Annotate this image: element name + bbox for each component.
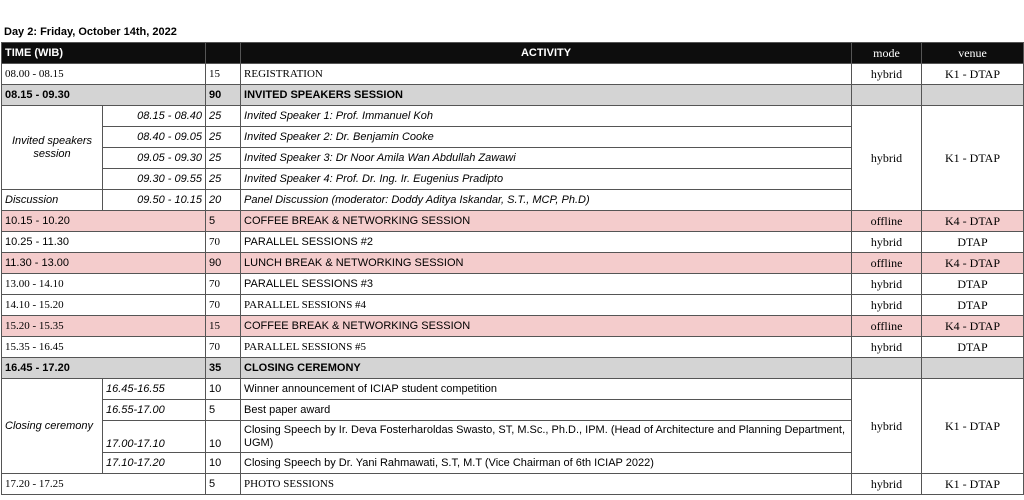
duration-cell: 35 [206,358,241,379]
time-cell: 15.35 - 16.45 [2,337,206,358]
activity-cell: PHOTO SESSIONS [241,474,852,495]
duration-cell: 25 [206,106,241,127]
time-cell: 17.20 - 17.25 [2,474,206,495]
table-row [2,474,1024,495]
page-title: Day 2: Friday, October 14th, 2022 [4,26,177,38]
group-label-cell: Discussion [2,190,103,211]
time-cell: 08.00 - 08.15 [2,64,206,85]
venue-cell: K1 - DTAP [922,379,1024,474]
table-row [2,85,1024,106]
mode-cell: offline [852,316,922,337]
venue-cell: K1 - DTAP [922,64,1024,85]
mode-cell: hybrid [852,64,922,85]
time-cell: 08.40 - 09.05 [103,127,206,148]
venue-cell [922,85,1024,106]
table-row [2,316,1024,337]
activity-cell: Panel Discussion (moderator: Doddy Aditya Iskandar, S.T., MCP, Ph.D) [241,190,852,211]
mode-cell: hybrid [852,106,922,211]
time-cell: 09.50 - 10.15 [103,190,206,211]
duration-cell: 10 [206,421,241,453]
time-cell: 09.05 - 09.30 [103,148,206,169]
duration-cell: 70 [206,274,241,295]
table-row [2,274,1024,295]
activity-cell: INVITED SPEAKERS SESSION [241,85,852,106]
activity-cell: Best paper award [241,400,852,421]
duration-cell: 25 [206,169,241,190]
venue-cell: K4 - DTAP [922,253,1024,274]
duration-cell: 90 [206,253,241,274]
time-cell: 15.20 - 15.35 [2,316,206,337]
mode-cell: offline [852,211,922,232]
time-cell: 11.30 - 13.00 [2,253,206,274]
duration-cell: 70 [206,337,241,358]
duration-cell: 90 [206,85,241,106]
time-cell: 16.55-17.00 [103,400,206,421]
venue-cell: K4 - DTAP [922,211,1024,232]
header-venue: venue [922,43,1024,64]
time-cell: 08.15 - 08.40 [103,106,206,127]
time-cell: 13.00 - 14.10 [2,274,206,295]
mode-cell [852,85,922,106]
activity-cell: LUNCH BREAK & NETWORKING SESSION [241,253,852,274]
header-mode: mode [852,43,922,64]
table-row [2,358,1024,379]
venue-cell [922,358,1024,379]
mode-cell: hybrid [852,337,922,358]
duration-cell: 5 [206,474,241,495]
mode-cell: hybrid [852,274,922,295]
header-time: TIME (WIB) [2,43,206,64]
duration-cell: 25 [206,148,241,169]
duration-cell: 25 [206,127,241,148]
activity-cell: PARALLEL SESSIONS #5 [241,337,852,358]
duration-cell: 10 [206,453,241,474]
mode-cell: offline [852,253,922,274]
schedule-table [1,42,1024,495]
table-row [2,253,1024,274]
table-row [2,211,1024,232]
activity-cell: Invited Speaker 2: Dr. Benjamin Cooke [241,127,852,148]
duration-cell: 10 [206,379,241,400]
activity-cell: PARALLEL SESSIONS #3 [241,274,852,295]
table-row [2,295,1024,316]
group-label-cell: Invited speakers session [2,106,103,190]
table-row [2,232,1024,253]
time-cell: 14.10 - 15.20 [2,295,206,316]
activity-cell: PARALLEL SESSIONS #4 [241,295,852,316]
group-label-cell: Closing ceremony [2,379,103,474]
activity-cell: COFFEE BREAK & NETWORKING SESSION [241,211,852,232]
mode-cell: hybrid [852,232,922,253]
mode-cell: hybrid [852,379,922,474]
time-cell: 09.30 - 09.55 [103,169,206,190]
header-activity: ACTIVITY [241,43,852,64]
time-cell: 10.25 - 11.30 [2,232,206,253]
table-row [2,64,1024,85]
time-cell: 17.10-17.20 [103,453,206,474]
time-cell: 16.45 - 17.20 [2,358,206,379]
table-row [2,106,1024,127]
activity-cell: Closing Speech by Ir. Deva Fosterharoldas Swasto, ST, M.Sc., Ph.D., IPM. (Head of Architecture and Planning Department, UGM) [241,421,852,453]
venue-cell: DTAP [922,295,1024,316]
activity-cell: Winner announcement of ICIAP student competition [241,379,852,400]
venue-cell: DTAP [922,337,1024,358]
duration-cell: 70 [206,295,241,316]
venue-cell: DTAP [922,232,1024,253]
duration-cell: 15 [206,64,241,85]
activity-cell: Invited Speaker 1: Prof. Immanuel Koh [241,106,852,127]
time-cell: 08.15 - 09.30 [2,85,206,106]
header-row [2,43,1024,64]
venue-cell: K1 - DTAP [922,106,1024,211]
mode-cell: hybrid [852,474,922,495]
activity-cell: CLOSING CEREMONY [241,358,852,379]
activity-cell: PARALLEL SESSIONS #2 [241,232,852,253]
duration-cell: 5 [206,400,241,421]
duration-cell: 70 [206,232,241,253]
time-cell: 10.15 - 10.20 [2,211,206,232]
venue-cell: DTAP [922,274,1024,295]
duration-cell: 20 [206,190,241,211]
activity-cell: Invited Speaker 3: Dr Noor Amila Wan Abdullah Zawawi [241,148,852,169]
time-cell: 17.00-17.10 [103,421,206,453]
time-cell: 16.45-16.55 [103,379,206,400]
venue-cell: K4 - DTAP [922,316,1024,337]
activity-cell: Closing Speech by Dr. Yani Rahmawati, S.T, M.T (Vice Chairman of 6th ICIAP 2022) [241,453,852,474]
mode-cell: hybrid [852,295,922,316]
header-duration [206,43,241,64]
mode-cell [852,358,922,379]
activity-cell: Invited Speaker 4: Prof. Dr. Ing. Ir. Eugenius Pradipto [241,169,852,190]
activity-cell: COFFEE BREAK & NETWORKING SESSION [241,316,852,337]
venue-cell: K1 - DTAP [922,474,1024,495]
duration-cell: 15 [206,316,241,337]
table-row [2,379,1024,400]
activity-cell: REGISTRATION [241,64,852,85]
duration-cell: 5 [206,211,241,232]
table-row [2,337,1024,358]
